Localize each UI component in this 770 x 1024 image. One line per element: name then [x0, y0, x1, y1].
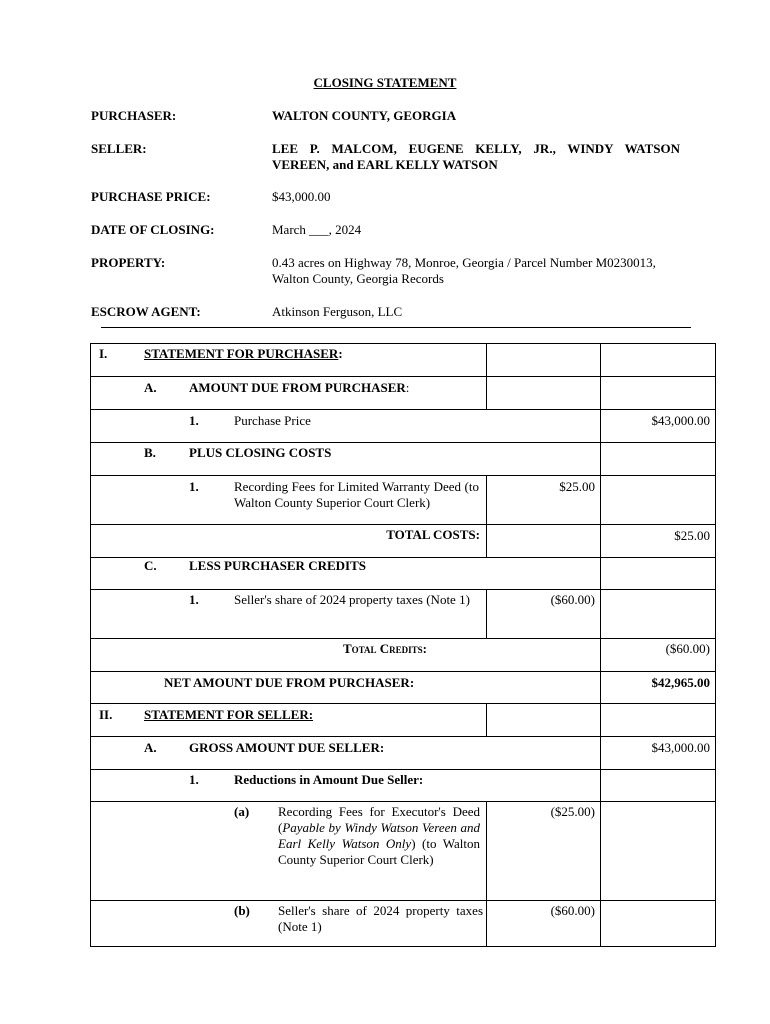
item-number: 1.	[189, 772, 199, 787]
item-number: 1.	[189, 413, 199, 428]
escrow-agent-label: ESCROW AGENT:	[91, 304, 201, 319]
header-divider	[101, 327, 691, 328]
amount-cell: $43,000.00	[600, 409, 716, 442]
item-title: Reductions in Amount Due Seller:	[234, 772, 424, 787]
sub-item-letter: (a)	[234, 804, 250, 819]
item-number: 1.	[189, 592, 199, 607]
escrow-agent-value: Atkinson Ferguson, LLC	[272, 304, 403, 319]
subsection-number: B.	[144, 445, 156, 460]
total-credits-label: Total Credits:	[343, 641, 427, 656]
table-row	[90, 589, 716, 638]
item-label: Recording Fees for Limited Warranty Deed (to Walton County Superior Court Clerk)	[234, 479, 479, 510]
amount-cell: ($60.00)	[600, 638, 716, 671]
property-value: 0.43 acres on Highway 78, Monroe, Georgia / Parcel Number M0230013, Walton County, Georgia Records	[272, 255, 656, 286]
table-row	[90, 409, 716, 442]
table-row	[90, 343, 716, 376]
item-number: 1.	[189, 479, 199, 494]
table-row	[90, 442, 716, 475]
subsection-title: AMOUNT DUE FROM PURCHASER:	[189, 380, 410, 395]
net-due-label: NET AMOUNT DUE FROM PURCHASER:	[164, 675, 415, 690]
table-row	[90, 376, 716, 409]
document-title: CLOSING STATEMENT	[313, 75, 457, 90]
subsection-title: GROSS AMOUNT DUE SELLER:	[189, 740, 385, 755]
section-title: STATEMENT FOR SELLER:	[144, 707, 314, 722]
table-row	[90, 703, 716, 736]
sub-item-label: Seller's share of 2024 property taxes (Note 1)	[278, 903, 483, 934]
purchase-price-value: $43,000.00	[272, 189, 331, 204]
closing-date-label: DATE OF CLOSING:	[91, 222, 215, 237]
subsection-title: PLUS CLOSING COSTS	[189, 445, 332, 460]
section-number: I.	[99, 346, 108, 361]
table-row	[90, 475, 716, 524]
table-row	[90, 638, 716, 671]
net-due-amount: $42,965.00	[600, 671, 716, 703]
item-label: Seller's share of 2024 property taxes (Note 1)	[234, 592, 470, 607]
amount-cell: $25.00	[600, 524, 716, 557]
purchaser-label: PURCHASER:	[91, 108, 177, 123]
closing-date-value: March ___, 2024	[272, 222, 362, 237]
seller-label: SELLER:	[91, 141, 147, 156]
subsection-number: A.	[144, 380, 157, 395]
sub-item-label: Recording Fees for Executor's Deed (Payable by Windy Watson Vereen and Earl Kelly Watson Only) (to Walton County Superior Court Clerk)	[278, 804, 481, 867]
property-label: PROPERTY:	[91, 255, 166, 270]
table-row	[90, 900, 716, 946]
total-costs-label: TOTAL COSTS:	[386, 527, 480, 542]
subsection-number: C.	[144, 558, 157, 573]
subsection-title: LESS PURCHASER CREDITS	[189, 558, 366, 573]
subsection-number: A.	[144, 740, 157, 755]
amount-cell: ($60.00)	[486, 900, 600, 946]
table-row	[90, 671, 716, 703]
section-number: II.	[99, 707, 113, 722]
amount-cell: $25.00	[486, 475, 600, 524]
seller-value: LEE P. MALCOM, EUGENE KELLY, JR., WINDY WATSON VEREEN, and EARL KELLY WATSON	[272, 141, 680, 172]
amount-cell: ($25.00)	[486, 801, 600, 900]
table-row	[90, 736, 716, 769]
amount-cell: $43,000.00	[600, 736, 716, 769]
table-row	[90, 557, 716, 589]
table-row	[90, 524, 716, 557]
sub-item-letter: (b)	[234, 903, 250, 918]
table-bottom-border	[90, 946, 716, 947]
amount-cell: ($60.00)	[486, 589, 600, 638]
table-row	[90, 801, 716, 900]
table-row	[90, 769, 716, 801]
item-label: Purchase Price	[234, 413, 311, 428]
purchaser-value: WALTON COUNTY, GEORGIA	[272, 108, 457, 123]
purchase-price-label: PURCHASE PRICE:	[91, 189, 211, 204]
section-title: STATEMENT FOR PURCHASER:	[144, 346, 343, 361]
